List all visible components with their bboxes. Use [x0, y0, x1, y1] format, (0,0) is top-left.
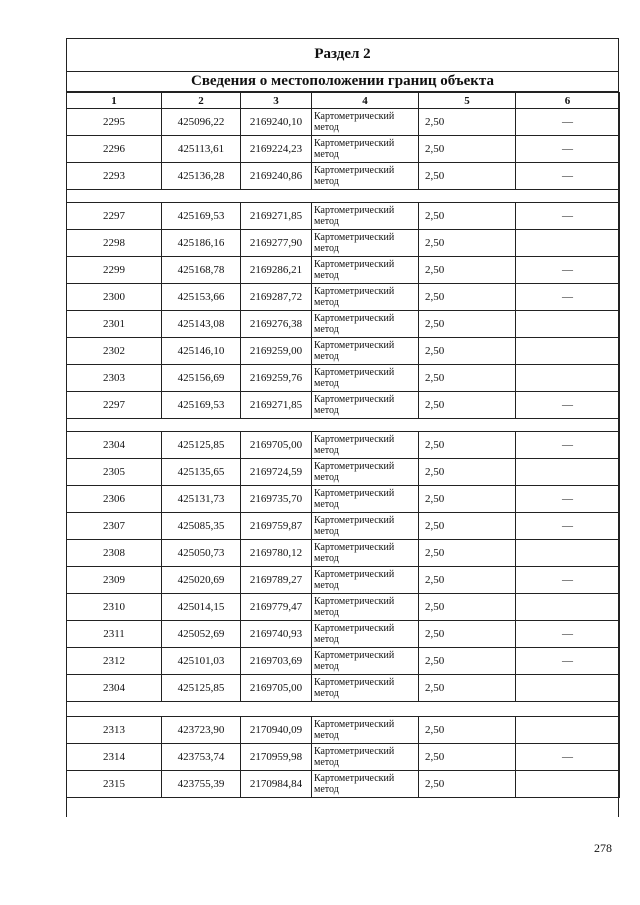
note-cell	[516, 594, 620, 621]
y-coordinate-cell: 2169740,93	[241, 621, 312, 648]
x-coordinate-cell: 425101,03	[162, 648, 241, 675]
accuracy-cell: 2,50	[419, 284, 516, 311]
x-coordinate-cell: 425050,73	[162, 540, 241, 567]
y-coordinate-cell: 2169735,70	[241, 486, 312, 513]
note-cell	[516, 338, 620, 365]
method-cell: Картометрический метод	[312, 365, 419, 392]
x-coordinate-cell: 425153,66	[162, 284, 241, 311]
table-row	[67, 459, 620, 486]
table-row	[67, 257, 620, 284]
method-cell: Картометрический метод	[312, 486, 419, 513]
note-cell: —	[516, 163, 620, 190]
y-coordinate-cell: 2169259,76	[241, 365, 312, 392]
boundary-coordinates-table	[66, 92, 620, 798]
table-row	[67, 230, 620, 257]
y-coordinate-cell: 2169271,85	[241, 203, 312, 230]
y-coordinate-cell: 2169224,23	[241, 136, 312, 163]
point-number-cell: 2312	[67, 648, 162, 675]
table-row	[67, 675, 620, 702]
table-row	[67, 136, 620, 163]
group-separator-row	[67, 190, 620, 203]
note-cell: —	[516, 203, 620, 230]
point-number-cell: 2315	[67, 771, 162, 798]
note-cell	[516, 771, 620, 798]
y-coordinate-cell: 2169703,69	[241, 648, 312, 675]
x-coordinate-cell: 425168,78	[162, 257, 241, 284]
column-header: 3	[241, 93, 312, 109]
table-row	[67, 567, 620, 594]
method-cell: Картометрический метод	[312, 284, 419, 311]
table-row	[67, 621, 620, 648]
group-separator-row	[67, 702, 620, 717]
method-cell: Картометрический метод	[312, 163, 419, 190]
note-cell: —	[516, 392, 620, 419]
point-number-cell: 2314	[67, 744, 162, 771]
y-coordinate-cell: 2169240,10	[241, 109, 312, 136]
note-cell: —	[516, 257, 620, 284]
point-number-cell: 2306	[67, 486, 162, 513]
table-row	[67, 486, 620, 513]
accuracy-cell: 2,50	[419, 136, 516, 163]
note-cell	[516, 230, 620, 257]
y-coordinate-cell: 2170940,09	[241, 717, 312, 744]
table-row	[67, 338, 620, 365]
point-number-cell: 2300	[67, 284, 162, 311]
note-cell: —	[516, 136, 620, 163]
y-coordinate-cell: 2169240,86	[241, 163, 312, 190]
method-cell: Картометрический метод	[312, 392, 419, 419]
point-number-cell: 2301	[67, 311, 162, 338]
point-number-cell: 2313	[67, 717, 162, 744]
method-cell: Картометрический метод	[312, 338, 419, 365]
y-coordinate-cell: 2169780,12	[241, 540, 312, 567]
y-coordinate-cell: 2169779,47	[241, 594, 312, 621]
y-coordinate-cell: 2169759,87	[241, 513, 312, 540]
point-number-cell: 2303	[67, 365, 162, 392]
accuracy-cell: 2,50	[419, 392, 516, 419]
method-cell: Картометрический метод	[312, 621, 419, 648]
point-number-cell: 2311	[67, 621, 162, 648]
note-cell: —	[516, 432, 620, 459]
y-coordinate-cell: 2169724,59	[241, 459, 312, 486]
separator-cell	[67, 190, 620, 203]
method-cell: Картометрический метод	[312, 311, 419, 338]
y-coordinate-cell: 2169277,90	[241, 230, 312, 257]
accuracy-cell: 2,50	[419, 675, 516, 702]
table-row	[67, 284, 620, 311]
accuracy-cell: 2,50	[419, 486, 516, 513]
separator-cell	[67, 702, 620, 717]
note-cell	[516, 459, 620, 486]
method-cell: Картометрический метод	[312, 109, 419, 136]
y-coordinate-cell: 2169286,21	[241, 257, 312, 284]
y-coordinate-cell: 2170984,84	[241, 771, 312, 798]
table-row	[67, 717, 620, 744]
x-coordinate-cell: 425113,61	[162, 136, 241, 163]
table-row	[67, 109, 620, 136]
x-coordinate-cell: 425125,85	[162, 432, 241, 459]
x-coordinate-cell: 425186,16	[162, 230, 241, 257]
accuracy-cell: 2,50	[419, 311, 516, 338]
method-cell: Картометрический метод	[312, 203, 419, 230]
note-cell	[516, 311, 620, 338]
y-coordinate-cell: 2169276,38	[241, 311, 312, 338]
accuracy-cell: 2,50	[419, 230, 516, 257]
table-row	[67, 392, 620, 419]
y-coordinate-cell: 2169259,00	[241, 338, 312, 365]
note-cell	[516, 717, 620, 744]
method-cell: Картометрический метод	[312, 513, 419, 540]
accuracy-cell: 2,50	[419, 365, 516, 392]
method-cell: Картометрический метод	[312, 230, 419, 257]
x-coordinate-cell: 425052,69	[162, 621, 241, 648]
table-row	[67, 163, 620, 190]
column-header: 4	[312, 93, 419, 109]
table-row	[67, 311, 620, 338]
column-header: 2	[162, 93, 241, 109]
x-coordinate-cell: 425169,53	[162, 392, 241, 419]
table-row	[67, 540, 620, 567]
point-number-cell: 2302	[67, 338, 162, 365]
y-coordinate-cell: 2169705,00	[241, 432, 312, 459]
point-number-cell: 2307	[67, 513, 162, 540]
column-header: 1	[67, 93, 162, 109]
point-number-cell: 2310	[67, 594, 162, 621]
x-coordinate-cell: 425136,28	[162, 163, 241, 190]
x-coordinate-cell: 425135,65	[162, 459, 241, 486]
x-coordinate-cell: 423755,39	[162, 771, 241, 798]
note-cell	[516, 675, 620, 702]
point-number-cell: 2297	[67, 392, 162, 419]
method-cell: Картометрический метод	[312, 459, 419, 486]
accuracy-cell: 2,50	[419, 540, 516, 567]
point-number-cell: 2299	[67, 257, 162, 284]
method-cell: Картометрический метод	[312, 540, 419, 567]
group-separator-row	[67, 419, 620, 432]
point-number-cell: 2309	[67, 567, 162, 594]
point-number-cell: 2296	[67, 136, 162, 163]
point-number-cell: 2293	[67, 163, 162, 190]
accuracy-cell: 2,50	[419, 203, 516, 230]
y-coordinate-cell: 2169271,85	[241, 392, 312, 419]
x-coordinate-cell: 425085,35	[162, 513, 241, 540]
accuracy-cell: 2,50	[419, 744, 516, 771]
table-row	[67, 365, 620, 392]
point-number-cell: 2298	[67, 230, 162, 257]
accuracy-cell: 2,50	[419, 109, 516, 136]
x-coordinate-cell: 425096,22	[162, 109, 241, 136]
page-number: 278	[594, 841, 612, 855]
point-number-cell: 2308	[67, 540, 162, 567]
note-cell: —	[516, 621, 620, 648]
note-cell	[516, 365, 620, 392]
column-header: 5	[419, 93, 516, 109]
x-coordinate-cell: 425156,69	[162, 365, 241, 392]
note-cell: —	[516, 486, 620, 513]
table-body	[67, 109, 620, 798]
note-cell: —	[516, 648, 620, 675]
accuracy-cell: 2,50	[419, 717, 516, 744]
table-row	[67, 648, 620, 675]
method-cell: Картометрический метод	[312, 257, 419, 284]
note-cell: —	[516, 744, 620, 771]
accuracy-cell: 2,50	[419, 459, 516, 486]
note-cell	[516, 540, 620, 567]
note-cell: —	[516, 513, 620, 540]
y-coordinate-cell: 2169789,27	[241, 567, 312, 594]
method-cell: Картометрический метод	[312, 744, 419, 771]
method-cell: Картометрический метод	[312, 567, 419, 594]
x-coordinate-cell: 425146,10	[162, 338, 241, 365]
point-number-cell: 2305	[67, 459, 162, 486]
method-cell: Картометрический метод	[312, 717, 419, 744]
method-cell: Картометрический метод	[312, 675, 419, 702]
accuracy-cell: 2,50	[419, 257, 516, 284]
point-number-cell: 2295	[67, 109, 162, 136]
note-cell: —	[516, 109, 620, 136]
method-cell: Картометрический метод	[312, 594, 419, 621]
table-row	[67, 744, 620, 771]
table-row	[67, 771, 620, 798]
point-number-cell: 2304	[67, 675, 162, 702]
y-coordinate-cell: 2170959,98	[241, 744, 312, 771]
x-coordinate-cell: 425131,73	[162, 486, 241, 513]
accuracy-cell: 2,50	[419, 771, 516, 798]
accuracy-cell: 2,50	[419, 513, 516, 540]
column-header: 6	[516, 93, 620, 109]
accuracy-cell: 2,50	[419, 567, 516, 594]
accuracy-cell: 2,50	[419, 648, 516, 675]
method-cell: Картометрический метод	[312, 648, 419, 675]
x-coordinate-cell: 423753,74	[162, 744, 241, 771]
x-coordinate-cell: 425125,85	[162, 675, 241, 702]
table-row	[67, 432, 620, 459]
note-cell: —	[516, 567, 620, 594]
table-row	[67, 513, 620, 540]
accuracy-cell: 2,50	[419, 163, 516, 190]
accuracy-cell: 2,50	[419, 621, 516, 648]
y-coordinate-cell: 2169287,72	[241, 284, 312, 311]
section-subtitle: Сведения о местоположении границ объекта	[66, 72, 619, 92]
section-title: Раздел 2	[66, 38, 619, 72]
y-coordinate-cell: 2169705,00	[241, 675, 312, 702]
table-row	[67, 203, 620, 230]
point-number-cell: 2297	[67, 203, 162, 230]
method-cell: Картометрический метод	[312, 771, 419, 798]
column-number-row	[67, 93, 620, 109]
point-number-cell: 2304	[67, 432, 162, 459]
x-coordinate-cell: 425014,15	[162, 594, 241, 621]
accuracy-cell: 2,50	[419, 338, 516, 365]
accuracy-cell: 2,50	[419, 432, 516, 459]
x-coordinate-cell: 425020,69	[162, 567, 241, 594]
x-coordinate-cell: 425143,08	[162, 311, 241, 338]
separator-cell	[67, 419, 620, 432]
table-row	[67, 594, 620, 621]
accuracy-cell: 2,50	[419, 594, 516, 621]
method-cell: Картометрический метод	[312, 432, 419, 459]
method-cell: Картометрический метод	[312, 136, 419, 163]
x-coordinate-cell: 423723,90	[162, 717, 241, 744]
note-cell: —	[516, 284, 620, 311]
x-coordinate-cell: 425169,53	[162, 203, 241, 230]
